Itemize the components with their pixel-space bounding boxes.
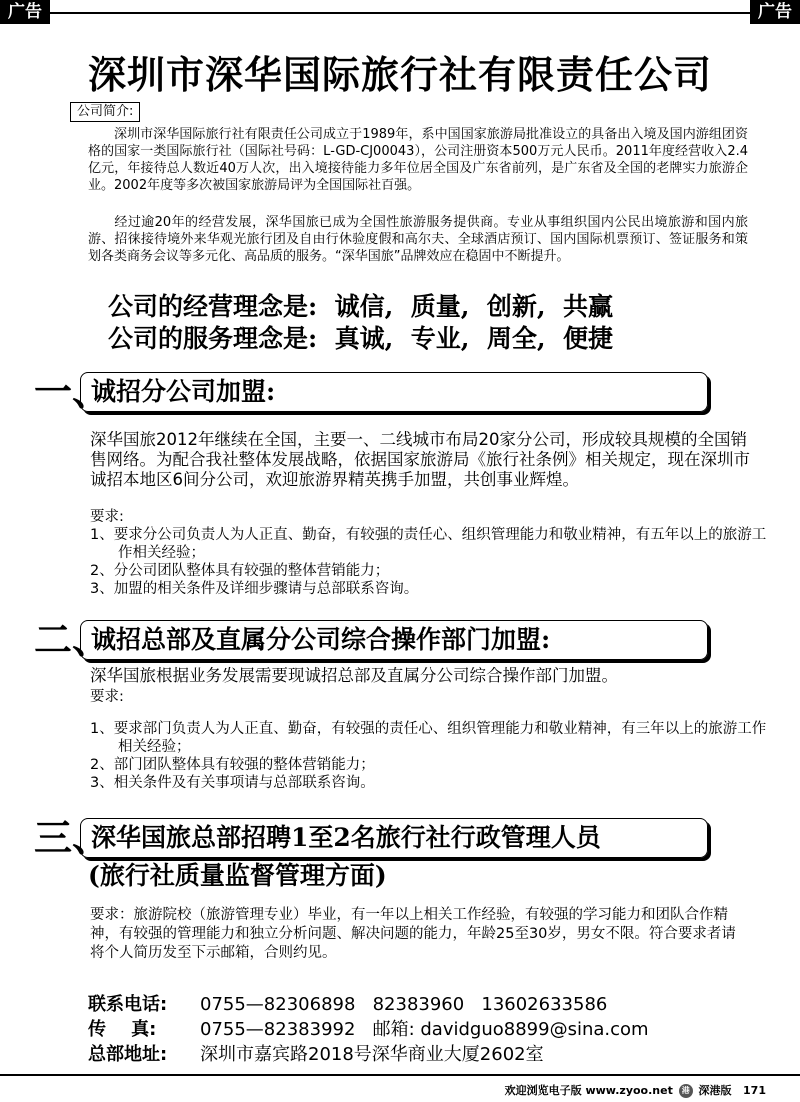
intro-paragraph-1-text: 深圳市深华国际旅行社有限责任公司成立于1989年，系中国国家旅游局批准设立的具备出入境及国内游组团资格的国家一类国际旅行社（国际社号码：L-GD-CJ00043），公司注册资本500万元人民币。2011年度经营收入2.4亿元，年接待总人数近40万人次，出入境接待能力多年位居全国及广东省前列，是广东省及全国的老牌实力旅游企业。2002年度等多次被国家旅游局评为全国国际社百强。 [88, 127, 748, 193]
top-rule [0, 12, 800, 14]
section-2-body: 深华国旅根据业务发展需要现诚招总部及直属分公司综合操作部门加盟。 [90, 666, 618, 685]
fax-email-value: 0755—82383992 邮箱: davidguo8899@sina.com [200, 1019, 649, 1040]
section-2-requirements [90, 688, 770, 792]
section-1-req-item: 1、要求分公司负责人为人正直、勤奋，有较强的责任心、组织管理能力和敬业精神，有五年以上的旅游工作相关经验； [90, 527, 767, 561]
section-2-number: 二、 [34, 617, 111, 662]
contact-phone-row [88, 992, 768, 1017]
phone-label: 联系电话: [88, 994, 168, 1015]
service-philosophy: 公司的服务理念是: 真诚, 专业, 周全, 便捷 [108, 324, 613, 353]
footer-text [505, 1082, 766, 1098]
contact-address-row [88, 1042, 768, 1067]
section-3-subheading: (旅行社质量监督管理方面) [88, 861, 387, 890]
section-3-number: 三、 [34, 815, 111, 860]
company-title: 深圳市深华国际旅行社有限责任公司 [87, 53, 712, 97]
section-1-req-item: 2、分公司团队整体具有较强的整体营销能力； [90, 563, 390, 579]
page-number: 171 [743, 1084, 766, 1097]
ad-tag-left: 广告 [0, 0, 50, 24]
section-3-heading: 深华国旅总部招聘1至2名旅行社行政管理人员 [80, 818, 708, 858]
section-1-heading: 诚招分公司加盟: [80, 372, 708, 412]
address-value: 深圳市嘉宾路2018号深华商业大厦2602室 [200, 1044, 544, 1065]
section-1-requirements [90, 508, 770, 598]
publication-logo-icon: 港 [679, 1084, 693, 1098]
address-label: 总部地址: [88, 1044, 168, 1065]
section-1-req-item: 3、加盟的相关条件及详细步骤请与总部联系咨询。 [90, 581, 419, 597]
contact-fax-row [88, 1017, 768, 1042]
section-2-req-item: 1、要求部门负责人为人正直、勤奋，有较强的责任心、组织管理能力和敬业精神，有三年以上的旅游工作相关经验； [90, 721, 767, 755]
section-2-req-label: 要求: [90, 689, 124, 705]
section-2-req-item: 3、相关条件及有关事项请与总部联系咨询。 [90, 775, 375, 791]
fax-label: 传 真: [88, 1019, 157, 1040]
section-1-number: 一、 [34, 369, 111, 414]
page-footer [0, 1074, 800, 1102]
footer-site: 欢迎浏览电子版 www.zyoo.net [504, 1084, 673, 1097]
business-philosophy: 公司的经营理念是: 诚信, 质量, 创新, 共赢 [108, 292, 613, 321]
intro-paragraph-1 [88, 126, 748, 194]
section-2-req-item: 2、部门团队整体具有较强的整体营销能力； [90, 757, 375, 773]
intro-paragraph-2-text: 经过逾20年的经营发展，深华国旅已成为全国性旅游服务提供商。专业从事组织国内公民出境旅游和国内旅游、招徕接待境外来华观光旅行团及自由行休验度假和高尔夫、全球酒店预订、国内国际机票预订、签证服务和策划各类商务会议等多元化、高品质的服务。“深华国旅”品牌效应在稳固中不断提升。 [88, 215, 748, 264]
section-1-body: 深华国旅2012年继续在全国，主要一、二线城市布局20家分公司，形成较具规模的全国销售网络。为配合我社整体发展战略，依据国家旅游局《旅行社条例》相关规定，现在深圳市诚招本地区6间分公司，欢迎旅游界精英携手加盟，共创事业辉煌。 [90, 430, 750, 489]
section-3-body: 要求：旅游院校（旅游管理专业）毕业，有一年以上相关工作经验，有较强的学习能力和团队合作精神，有较强的管理能力和独立分析问题、解决问题的能力，年龄25至30岁，男女不限。符合要求者请将个人简历发至下示邮箱，合则约见。 [90, 907, 736, 961]
footer-edition: 深港版 [698, 1084, 732, 1097]
intro-paragraph-2 [88, 214, 748, 265]
section-2-heading: 诚招总部及直属分公司综合操作部门加盟: [80, 620, 708, 660]
ad-tag-right: 广告 [750, 0, 800, 24]
intro-label: 公司简介: [70, 102, 140, 122]
section-1-req-label: 要求: [90, 509, 124, 525]
phone-value: 0755—82306898 82383960 13602633586 [200, 994, 608, 1015]
